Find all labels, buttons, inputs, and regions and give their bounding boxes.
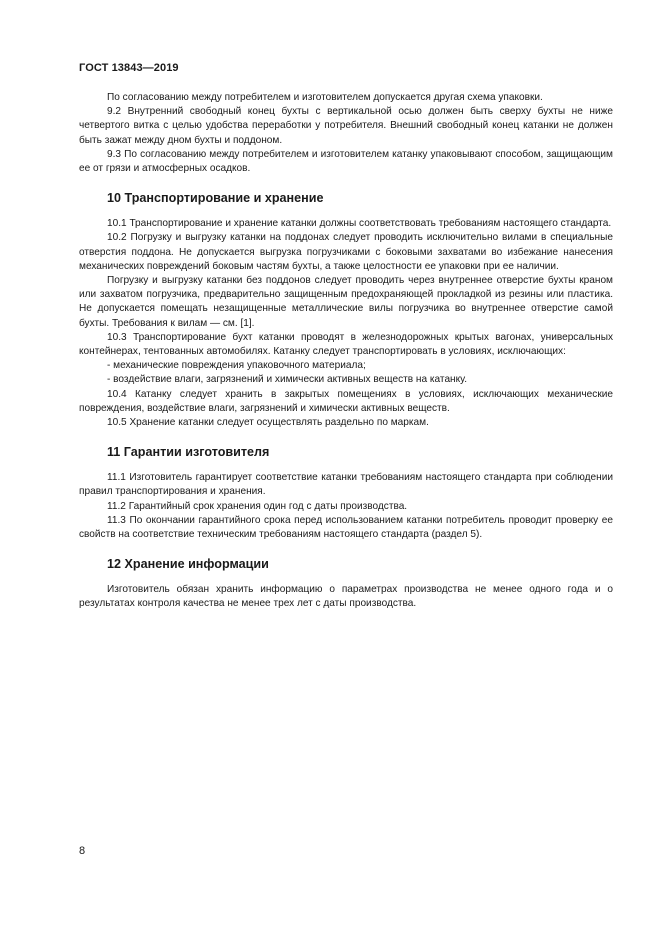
paragraph: 11.3 По окончании гарантийного срока перед использованием катанки потребитель проводит проверку ее свойств на соответствие техническим требованиям настоящего стандарта (раздел 5).	[79, 514, 613, 541]
paragraph: 11.2 Гарантийный срок хранения один год с даты производства.	[107, 500, 408, 512]
paragraph: 10.3 Транспортирование бухт катанки проводят в железнодорожных крытых вагонах, универсальных контейнерах, тентованных автомобилях. Катанку следует транспортировать в условиях, исключающих:	[79, 331, 613, 358]
paragraph: 11.1 Изготовитель гарантирует соответствие катанки требованиям настоящего стандарта при соблюдении правил транспортирования и хранения.	[79, 472, 613, 498]
paragraph: 9.3 По согласованию между потребителем и изготовителем катанку упаковывают способом, защищающим ее от грязи и атмосферных осадков.	[79, 148, 613, 175]
paragraph: Погрузку и выгрузку катанки без поддонов следует проводить через внутреннее отверстие бухты краном или захватом погрузчика, предварительно защищенным предохраняющей прокладкой из резины или пластика. Не допускается помещать незащищенные металлические вилы погрузчика во внутреннее отверстие самой бухты. Требования к вилам — см. [1].	[79, 275, 613, 329]
paragraph: 10.4 Катанку следует хранить в закрытых помещениях в условиях, исключающих механические повреждения, воздействие влаги, загрязнений и химически активных веществ.	[79, 388, 613, 414]
page-number: 8	[79, 845, 86, 857]
paragraph: 10.1 Транспортирование и хранение катанки должны соответствовать требованиям настоящего стандарта.	[107, 218, 612, 230]
paragraph: По согласованию между потребителем и изготовителем допускается другая схема упаковки.	[107, 92, 543, 103]
section-heading: 10 Транспортирование и хранение	[107, 191, 324, 206]
paragraph: 9.2 Внутренний свободный конец бухты с вертикальной осью должен быть сверху бухты не ниже четвертого витка с целью удобства переработки у потребителя. Внешний свободный конец катанки не должен быть зажат между дном бухты и поддоном.	[79, 106, 613, 146]
list-item: - механические повреждения упаковочного материала;	[107, 360, 366, 372]
section-heading: 11 Гарантии изготовителя	[107, 445, 270, 460]
document-header-id: ГОСТ 13843—2019	[79, 62, 179, 74]
section-heading: 12 Хранение информации	[107, 557, 269, 572]
paragraph: 10.2 Погрузку и выгрузку катанки на поддонах следует проводить исключительно вилами в специальные отверстия поддона. Не допускается выгрузка погрузчиками с боковыми захватами во избежание нанесения механических повреждений боковым частям бухты, а также целостности ее упаковки при ее наличии.	[79, 232, 613, 272]
paragraph: 10.5 Хранение катанки следует осуществлять раздельно по маркам.	[107, 417, 429, 429]
paragraph: Изготовитель обязан хранить информацию о параметрах производства не менее одного года и о результатах контроля качества не менее трех лет с даты производства.	[79, 584, 613, 610]
list-item: - воздействие влаги, загрязнений и химически активных веществ на катанку.	[107, 374, 467, 386]
document-body	[79, 91, 613, 612]
